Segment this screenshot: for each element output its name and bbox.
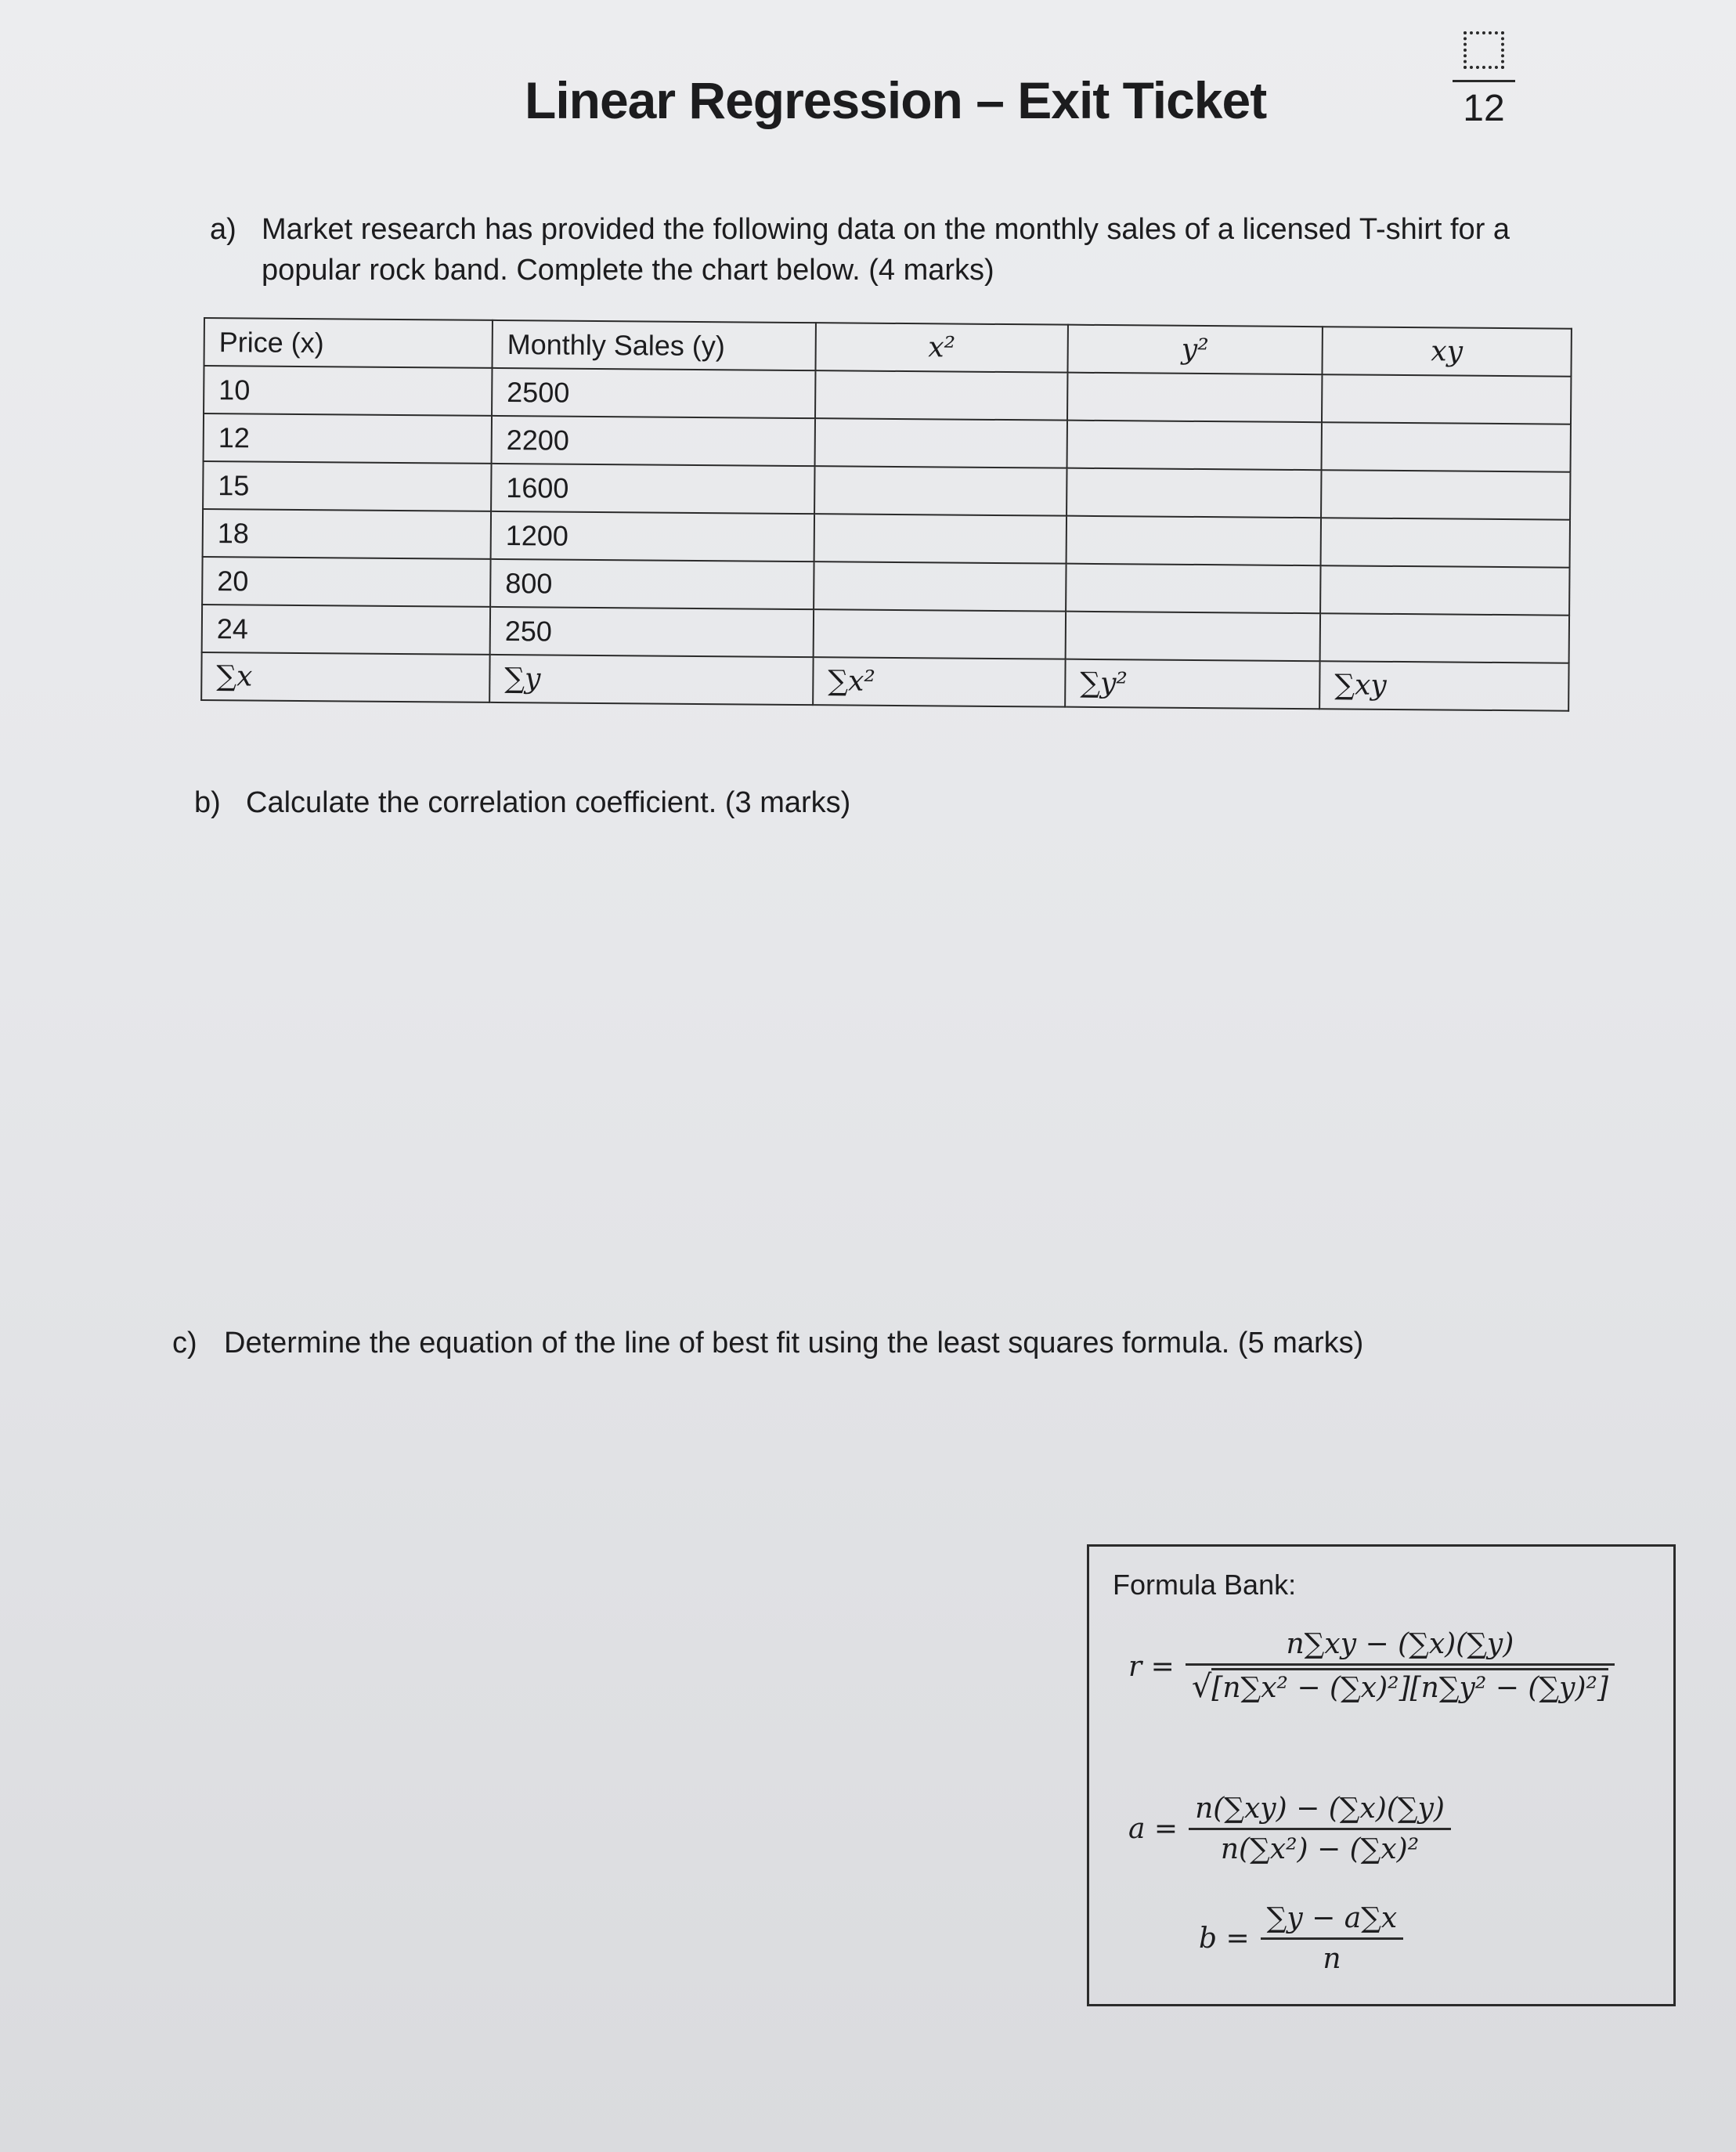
score-blank-box <box>1464 31 1504 69</box>
cell-price: 10 <box>204 366 492 416</box>
header-xy: xy <box>1322 327 1571 376</box>
formula-r-denominator: [n∑x² − (∑x)²][n∑y² − (∑y)²] <box>1211 1668 1608 1704</box>
sum-x-squared[interactable]: ∑x² <box>813 657 1065 707</box>
question-a-text-line2: popular rock band. Complete the chart below. (4 marks) <box>262 254 994 287</box>
sum-y-squared[interactable]: ∑y² <box>1065 659 1319 710</box>
formula-a-denominator: n(∑x²) − (∑x)² <box>1220 1833 1420 1865</box>
question-b-text: Calculate the correlation coefficient. (3 marks) <box>246 786 851 819</box>
formula-a-lhs: a = <box>1128 1813 1178 1845</box>
cell-x-squared[interactable] <box>814 609 1066 659</box>
cell-xy[interactable] <box>1322 374 1571 424</box>
cell-x-squared[interactable] <box>814 514 1067 564</box>
header-price: Price (x) <box>204 318 493 368</box>
question-c <box>172 1327 1363 1360</box>
cell-price: 20 <box>202 557 490 607</box>
formula-a <box>1128 1789 1451 1869</box>
cell-x-squared[interactable] <box>815 418 1067 468</box>
question-a-label: a) <box>210 213 236 246</box>
cell-sales[interactable]: 1600 <box>491 464 814 514</box>
cell-price: 18 <box>203 509 491 559</box>
cell-y-squared[interactable] <box>1066 564 1320 614</box>
sum-x[interactable]: ∑x <box>201 652 489 702</box>
question-c-text: Determine the equation of the line of best fit using the least squares formula. (5 marks) <box>224 1327 1364 1359</box>
sum-xy[interactable]: ∑xy <box>1319 661 1568 710</box>
cell-sales[interactable]: 800 <box>490 559 814 609</box>
question-a <box>210 213 1510 247</box>
cell-y-squared[interactable] <box>1067 468 1321 518</box>
score-fraction <box>1453 31 1515 130</box>
question-b <box>194 786 850 820</box>
header-monthly-sales: Monthly Sales (y) <box>493 320 816 370</box>
cell-xy[interactable] <box>1320 565 1569 615</box>
cell-price: 24 <box>202 605 490 655</box>
cell-x-squared[interactable] <box>814 466 1067 516</box>
page-title: Linear Regression – Exit Ticket <box>525 71 1267 129</box>
header-y-squared: y² <box>1067 325 1322 375</box>
header-x-squared: x² <box>815 323 1067 373</box>
question-a-line2 <box>262 254 994 287</box>
cell-sales[interactable]: 2500 <box>492 368 815 418</box>
cell-x-squared[interactable] <box>814 561 1066 612</box>
formula-bank-title: Formula Bank: <box>1113 1569 1297 1601</box>
table-sum-row <box>201 652 1568 711</box>
formula-b <box>1199 1899 1403 1978</box>
score-denominator: 12 <box>1463 88 1505 129</box>
formula-b-numerator: ∑y − a∑x <box>1266 1902 1398 1934</box>
sqrt-icon: √ <box>1191 1669 1212 1705</box>
formula-r <box>1128 1625 1615 1708</box>
cell-xy[interactable] <box>1321 470 1570 519</box>
question-c-label: c) <box>172 1327 197 1359</box>
cell-sales[interactable]: 2200 <box>492 416 815 466</box>
formula-r-denominator-wrap <box>1186 1666 1615 1708</box>
question-b-label: b) <box>194 786 221 819</box>
cell-sales[interactable]: 1200 <box>491 511 814 561</box>
cell-xy[interactable] <box>1322 422 1571 471</box>
formula-a-fraction <box>1189 1789 1451 1869</box>
cell-sales[interactable]: 250 <box>490 607 814 657</box>
cell-xy[interactable] <box>1320 613 1569 663</box>
cell-y-squared[interactable] <box>1067 373 1322 423</box>
cell-y-squared[interactable] <box>1067 516 1321 566</box>
formula-a-numerator: n(∑xy) − (∑x)(∑y) <box>1195 1793 1445 1825</box>
cell-price: 15 <box>203 461 491 511</box>
formula-r-numerator: n∑xy − (∑x)(∑y) <box>1286 1628 1514 1660</box>
formula-b-fraction <box>1261 1899 1404 1978</box>
sum-y[interactable]: ∑y <box>489 655 813 705</box>
formula-bank <box>1087 1544 1676 2006</box>
cell-y-squared[interactable] <box>1067 421 1322 471</box>
formula-r-fraction <box>1186 1625 1615 1708</box>
cell-xy[interactable] <box>1321 518 1570 567</box>
data-table <box>200 317 1572 712</box>
formula-b-denominator: n <box>1323 1943 1341 1975</box>
cell-y-squared[interactable] <box>1066 612 1320 662</box>
score-fraction-bar <box>1453 80 1515 82</box>
cell-price: 12 <box>204 413 492 464</box>
formula-r-lhs: r = <box>1128 1650 1175 1683</box>
cell-x-squared[interactable] <box>815 370 1067 421</box>
formula-b-lhs: b = <box>1199 1923 1250 1955</box>
question-a-text-line1: Market research has provided the following data on the monthly sales of a licensed T-shirt for a <box>262 213 1510 246</box>
